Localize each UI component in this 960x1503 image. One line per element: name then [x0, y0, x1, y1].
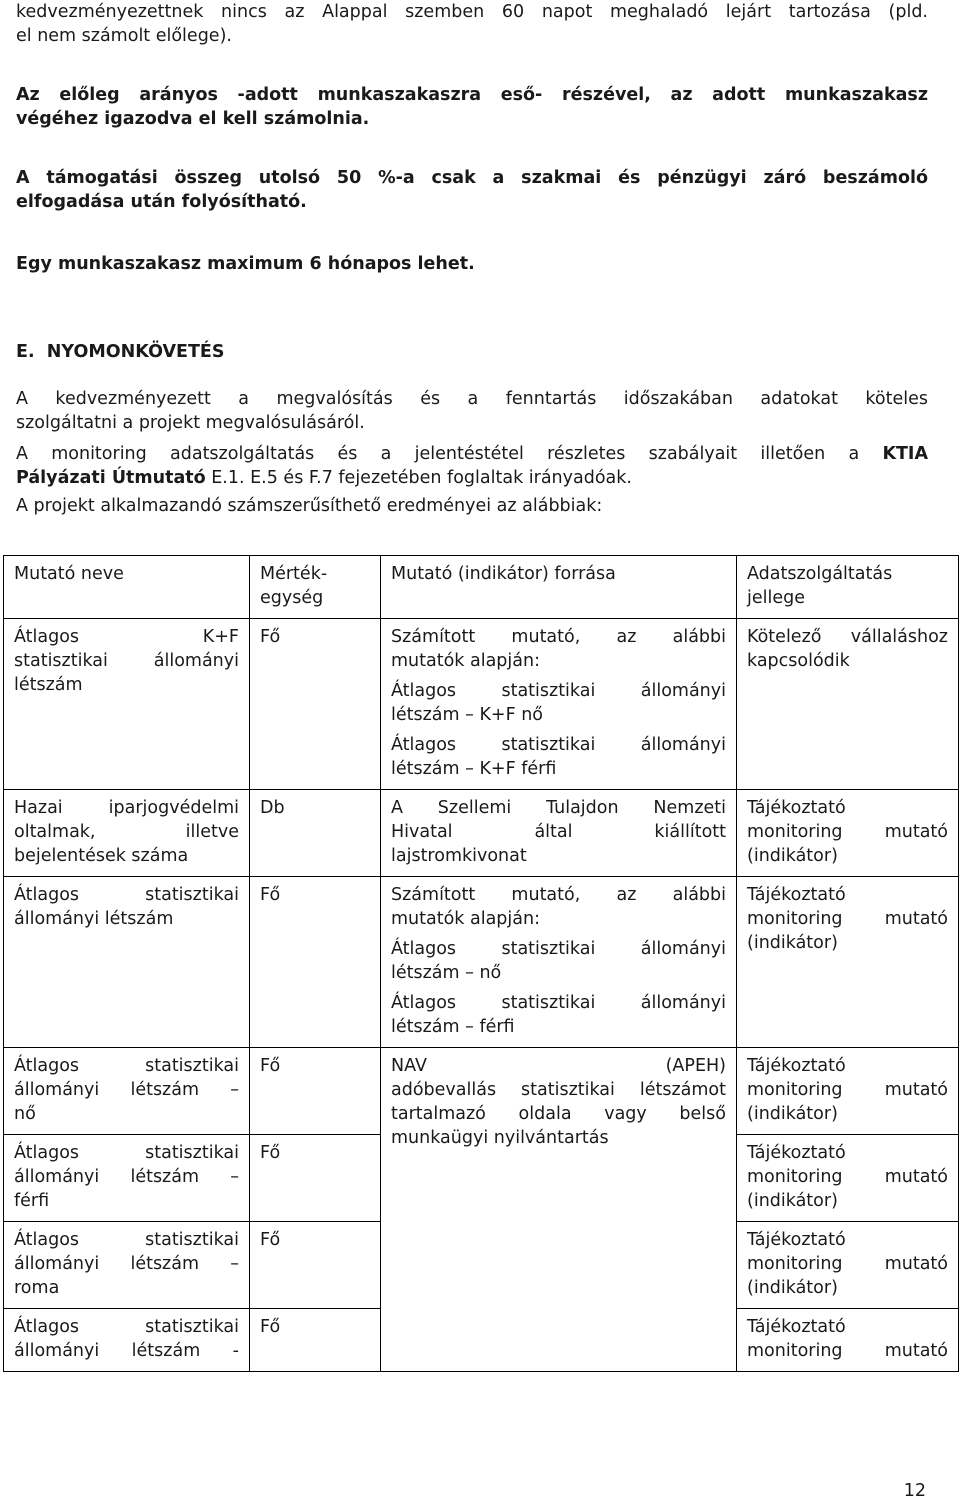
- advance-line: Az előleg arányos -adott munkaszakaszra eső- részével, az adott munkaszakasz: [16, 85, 928, 105]
- source-cell: [381, 790, 737, 877]
- indicator-name-line: férfi: [14, 1191, 50, 1211]
- indicator-name-cell: [4, 1135, 250, 1222]
- advance-line: végéhez igazodva el kell számolnia.: [16, 109, 370, 129]
- unit-value: Fő: [260, 627, 281, 647]
- source-line: NAV (APEH): [391, 1056, 726, 1076]
- source-cell: [381, 877, 737, 1048]
- indicator-name-line: [14, 625, 239, 649]
- max-period-paragraph: [16, 252, 928, 276]
- indicator-name-cell: [4, 1309, 250, 1372]
- monitoring-line: A kedvezményezett a megvalósítás és a fenntartás időszakában adatokat köteles: [16, 389, 928, 409]
- header-type: jellege: [747, 588, 805, 608]
- source-line: lajstromkivonat: [391, 846, 527, 866]
- indicator-name-line: nő: [14, 1104, 36, 1124]
- table-row: [4, 790, 959, 877]
- type-line: kapcsolódik: [747, 651, 850, 671]
- page-number: 12: [903, 1481, 926, 1501]
- unit-value: Fő: [260, 1056, 281, 1076]
- type-cell: [737, 1135, 959, 1222]
- source-line: Számított mutató, az alábbi: [391, 885, 726, 905]
- type-line: Tájékoztató: [747, 885, 846, 905]
- indicator-name-line: állományi létszám –: [14, 1080, 239, 1100]
- monitoring-line: szolgáltatni a projekt megvalósulásáról.: [16, 413, 365, 433]
- unit-value: Fő: [260, 1317, 281, 1337]
- header-type: Adatszolgáltatás: [747, 564, 893, 584]
- header-cell-name: [4, 556, 250, 619]
- type-cell: [737, 1222, 959, 1309]
- type-line: Tájékoztató: [747, 798, 846, 818]
- source-line: Átlagos statisztikai állományi: [391, 939, 726, 959]
- unit-cell: [250, 790, 381, 877]
- indicator-name-line: Átlagos statisztikai: [14, 885, 239, 905]
- indicator-name-line: állományi létszám: [14, 909, 174, 929]
- indicator-name-line: roma: [14, 1278, 60, 1298]
- intro-paragraph: [16, 0, 928, 48]
- type-line: (indikátor): [747, 846, 838, 866]
- type-line: monitoring mutató: [747, 1254, 948, 1274]
- table-row: [4, 619, 959, 790]
- source-line: mutatók alapján:: [391, 909, 540, 929]
- indicator-name-line: oltalmak, illetve: [14, 822, 239, 842]
- source-line: Hivatal által kiállított: [391, 822, 726, 842]
- monitoring-text: E.1. E.5 és F.7 fejezetében foglaltak irányadóak.: [205, 468, 632, 488]
- unit-cell: [250, 619, 381, 790]
- source-line: létszám – K+F nő: [391, 705, 544, 725]
- final-payment-paragraph: [16, 166, 928, 214]
- header-cell-type: [737, 556, 959, 619]
- type-line: (indikátor): [747, 1104, 838, 1124]
- unit-cell: [250, 1309, 381, 1372]
- indicator-name-line: Hazai iparjogvédelmi: [14, 798, 239, 818]
- type-cell: [737, 619, 959, 790]
- type-line: monitoring mutató: [747, 909, 948, 929]
- indicator-name-line: állományi létszám –: [14, 1254, 239, 1274]
- indicator-name-line: Átlagos statisztikai: [14, 1143, 239, 1163]
- indicator-name-part: K+F: [202, 627, 239, 647]
- source-line: tartalmazó oldala vagy belső: [391, 1104, 726, 1124]
- source-line: A Szellemi Tulajdon Nemzeti: [391, 798, 726, 818]
- indicator-name-line: létszám: [14, 675, 83, 695]
- header-name: Mutató neve: [14, 564, 124, 584]
- type-line: (indikátor): [747, 933, 838, 953]
- indicator-name-line: bejelentések száma: [14, 846, 189, 866]
- source-line: Átlagos statisztikai állományi: [391, 993, 726, 1013]
- indicator-name-cell: [4, 1222, 250, 1309]
- type-cell: [737, 1309, 959, 1372]
- header-unit: egység: [260, 588, 324, 608]
- ktia-reference: KTIA: [882, 444, 928, 464]
- section-heading: E. NYOMONKÖVETÉS: [16, 342, 225, 362]
- final-payment-line: elfogadása után folyósítható.: [16, 192, 307, 212]
- source-line: létszám – férfi: [391, 1017, 515, 1037]
- source-line: Számított mutató, az alábbi: [391, 627, 726, 647]
- type-line: Tájékoztató: [747, 1230, 846, 1250]
- header-unit: Mérték-: [260, 564, 328, 584]
- type-line: monitoring mutató: [747, 1167, 948, 1187]
- type-line: monitoring mutató: [747, 1080, 948, 1100]
- indicator-name-line: állományi létszám -: [14, 1341, 239, 1361]
- monitoring-line: [16, 442, 928, 466]
- indicator-name-cell: [4, 619, 250, 790]
- intro-line: kedvezményezettnek nincs az Alappal szemben 60 napot meghaladó lejárt tartozása (pld.: [16, 2, 928, 22]
- table-header-row: [4, 556, 959, 619]
- type-cell: [737, 790, 959, 877]
- unit-cell: [250, 877, 381, 1048]
- source-line: Átlagos statisztikai állományi: [391, 735, 726, 755]
- indicators-table: [3, 555, 959, 1372]
- unit-cell: [250, 1135, 381, 1222]
- indicator-name-line: Átlagos statisztikai: [14, 1056, 239, 1076]
- intro-line: el nem számolt előlege).: [16, 26, 232, 46]
- indicator-name-line: Átlagos statisztikai: [14, 1317, 239, 1337]
- source-line: Átlagos statisztikai állományi: [391, 681, 726, 701]
- final-payment-line: A támogatási összeg utolsó 50 %-a csak a szakmai és pénzügyi záró beszámoló: [16, 168, 928, 188]
- header-source: Mutató (indikátor) forrása: [391, 564, 616, 584]
- indicator-name-part: Átlagos: [14, 627, 80, 647]
- unit-value: Db: [260, 798, 285, 818]
- unit-value: Fő: [260, 1230, 281, 1250]
- guide-reference: Pályázati Útmutató: [16, 468, 206, 488]
- indicator-name-cell: [4, 877, 250, 1048]
- unit-cell: [250, 1048, 381, 1135]
- type-line: (indikátor): [747, 1191, 838, 1211]
- source-cell: [381, 619, 737, 790]
- unit-cell: [250, 1222, 381, 1309]
- advance-paragraph: [16, 83, 928, 131]
- monitoring-line: [16, 466, 928, 490]
- type-line: monitoring mutató: [747, 822, 948, 842]
- indicator-name-line: statisztikai állományi: [14, 651, 239, 671]
- max-period-line: Egy munkaszakasz maximum 6 hónapos lehet.: [16, 254, 475, 274]
- source-line: adóbevallás statisztikai létszámot: [391, 1080, 726, 1100]
- source-line: létszám – nő: [391, 963, 502, 983]
- type-cell: [737, 877, 959, 1048]
- table-row: [4, 1048, 959, 1135]
- monitoring-paragraph-2: [16, 442, 928, 490]
- source-line: létszám – K+F férfi: [391, 759, 557, 779]
- table-row: [4, 877, 959, 1048]
- type-line: Tájékoztató: [747, 1143, 846, 1163]
- type-line: Tájékoztató: [747, 1317, 846, 1337]
- unit-value: Fő: [260, 1143, 281, 1163]
- header-cell-unit: [250, 556, 381, 619]
- results-intro: [16, 494, 928, 518]
- indicator-name-cell: [4, 790, 250, 877]
- source-line: munkaügyi nyilvántartás: [391, 1128, 609, 1148]
- type-line: (indikátor): [747, 1278, 838, 1298]
- unit-value: Fő: [260, 885, 281, 905]
- indicator-name-line: állományi létszám –: [14, 1167, 239, 1187]
- type-line: monitoring mutató: [747, 1341, 948, 1361]
- type-line: Tájékoztató: [747, 1056, 846, 1076]
- type-line: Kötelező vállaláshoz: [747, 627, 948, 647]
- header-cell-source: [381, 556, 737, 619]
- indicator-name-cell: [4, 1048, 250, 1135]
- source-line: mutatók alapján:: [391, 651, 540, 671]
- indicator-name-line: Átlagos statisztikai: [14, 1230, 239, 1250]
- type-cell: [737, 1048, 959, 1135]
- source-cell: [381, 1048, 737, 1372]
- monitoring-text: A monitoring adatszolgáltatás és a jelentéstétel részletes szabályait illetően a: [16, 444, 883, 464]
- results-intro-line: A projekt alkalmazandó számszerűsíthető eredményei az alábbiak:: [16, 496, 603, 516]
- monitoring-paragraph-1: [16, 387, 928, 435]
